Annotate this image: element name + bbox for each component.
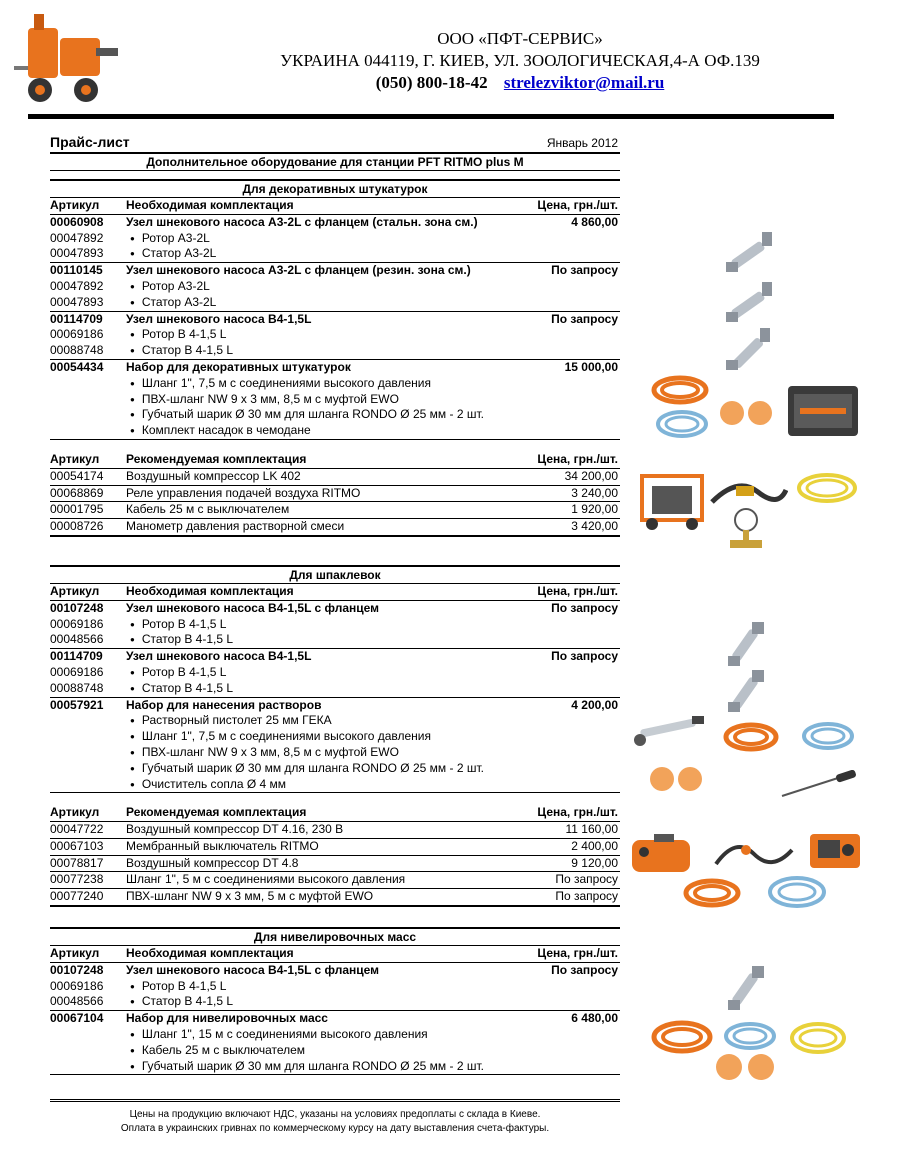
component-name: ● ПВХ-шланг NW 9 x 3 мм, 8,5 м с муфтой EWO [130, 745, 399, 762]
title-row [50, 130, 620, 152]
section-title: Для шпаклевок [50, 565, 620, 584]
cable-image [794, 470, 860, 506]
component-row [50, 486, 620, 503]
article-number: 00047893 [50, 294, 104, 309]
table-header-row [50, 946, 620, 963]
component-name: ● Шланг 1", 7,5 м с соединениями высокого давления [130, 729, 431, 746]
article-number: 00008726 [50, 519, 104, 534]
product-row [50, 1011, 620, 1027]
article-number: 00069186 [50, 327, 104, 342]
article-number: 00057921 [50, 697, 104, 712]
sponge-balls-image [714, 1052, 776, 1082]
footer-line-2: Оплата в украинских гривнах по коммерческому курсу на дату выставления счета-фактуры. [120, 1123, 550, 1134]
price: По запросу [551, 600, 618, 615]
product-row [50, 263, 620, 279]
article-number: 00068869 [50, 485, 104, 500]
article-number: 00110145 [50, 263, 103, 278]
price: По запросу [555, 872, 618, 887]
article-number: 00054174 [50, 468, 104, 483]
product-row [50, 360, 620, 376]
section [50, 565, 620, 907]
component-name: ● Губчатый шарик Ø 30 мм для шланга RONDO Ø 25 мм - 2 шт. [130, 1059, 484, 1076]
section-title: Для декоративных штукатурок [50, 179, 620, 198]
component-row [50, 729, 620, 745]
product-name: Воздушный компрессор LK 402 [126, 468, 301, 483]
component-name: ● Растворный пистолет 25 мм ГЕКА [130, 713, 332, 730]
product-name: Манометр давления растворной смеси [126, 519, 345, 534]
column-header-price: Цена, грн./шт. [537, 805, 618, 820]
product-name: Воздушный компрессор DT 4.8 [126, 855, 299, 870]
article-number: 00078817 [50, 855, 104, 870]
product-name: Набор для декоративных штукатурок [126, 359, 351, 374]
article-number: 00077240 [50, 889, 104, 904]
price: 4 860,00 [571, 214, 618, 229]
price: По запросу [551, 311, 618, 326]
product-name: Узел шнекового насоса В4-1,5L [126, 311, 312, 326]
screw-pump-image [722, 668, 772, 716]
price: 34 200,00 [564, 468, 618, 483]
article-number: 00001795 [50, 502, 104, 517]
contact-line [200, 72, 840, 94]
footer-note [50, 1099, 620, 1136]
section [50, 179, 620, 537]
component-row [50, 1027, 620, 1043]
price: 15 000,00 [564, 359, 618, 374]
company-name: ООО «ПФТ-СЕРВИС» [437, 29, 603, 48]
component-name: ● Статор В 4-1,5 L [130, 681, 233, 698]
screw-pump-image [722, 326, 782, 376]
company-address: УКРАИНА 044119, Г. КИЕВ, УЛ. ЗООЛОГИЧЕСКАЯ,4-А ОФ.139 [280, 51, 760, 70]
mortar-gun-image [630, 712, 710, 758]
blue-hose-image [722, 1018, 778, 1054]
component-row [50, 856, 620, 873]
component-row [50, 872, 620, 889]
product-row [50, 649, 620, 665]
component-name: ● Комплект насадок в чемодане [130, 423, 311, 440]
product-row [50, 215, 620, 231]
air-compressor-image [636, 468, 708, 532]
component-name: ● Губчатый шарик Ø 30 мм для шланга RONDO Ø 25 мм - 2 шт. [130, 761, 484, 778]
spacer [50, 440, 620, 452]
column-header-name: Необходимая комплектация [126, 946, 294, 961]
column-header-price: Цена, грн./шт. [537, 583, 618, 598]
email-link[interactable]: strelezviktor@mail.ru [503, 73, 665, 92]
article-number: 00088748 [50, 680, 104, 695]
product-row [50, 963, 620, 979]
product-row [50, 698, 620, 714]
component-name: ● Ротор А3-2L [130, 279, 210, 296]
column-header-name: Рекомендуемая комплектация [126, 805, 307, 820]
price-list-title: Прайс-лист [50, 134, 130, 150]
component-name: ● Статор В 4-1,5 L [130, 994, 233, 1011]
article-number: 00114709 [50, 649, 103, 664]
component-row [50, 1043, 620, 1059]
article-number: 00047892 [50, 278, 104, 293]
column-header-price: Цена, грн./шт. [537, 946, 618, 961]
column-header-article: Артикул [50, 451, 100, 466]
article-number: 00069186 [50, 664, 104, 679]
component-row [50, 246, 620, 263]
component-name: ● Шланг 1", 15 м с соединениями высокого давления [130, 1027, 428, 1044]
component-row [50, 423, 620, 440]
product-name: Воздушный компрессор DT 4.16, 230 В [126, 822, 344, 837]
component-name: ● Ротор В 4-1,5 L [130, 665, 226, 682]
article-number: 00047892 [50, 230, 104, 245]
product-name: Узел шнекового насоса В4-1,5L с фланцем [126, 600, 380, 615]
component-row [50, 979, 620, 995]
component-row [50, 777, 620, 794]
column-header-article: Артикул [50, 583, 100, 598]
article-number: 00067103 [50, 838, 104, 853]
component-name: ● Статор А3-2L [130, 295, 216, 312]
orange-hose-image [650, 1018, 714, 1056]
article-number: 00077238 [50, 872, 104, 887]
header-divider [28, 114, 834, 119]
orange-hose-image [650, 372, 710, 408]
screw-pump-image [722, 620, 772, 670]
blue-hose-image [800, 718, 856, 754]
membrane-switch-image [712, 830, 794, 876]
article-number: 00054434 [50, 359, 104, 374]
component-name: ● Ротор В 4-1,5 L [130, 979, 226, 996]
price: 11 160,00 [565, 822, 618, 837]
article-number: 00048566 [50, 632, 104, 647]
column-header-price: Цена, грн./шт. [537, 198, 618, 212]
column-header-name: Необходимая комплектация [126, 198, 294, 212]
component-name: ● Шланг 1", 7,5 м с соединениями высокого давления [130, 376, 431, 393]
column-header-price: Цена, грн./шт. [537, 451, 618, 466]
component-row [50, 632, 620, 649]
component-row [50, 295, 620, 312]
price: По запросу [551, 649, 618, 664]
component-row [50, 681, 620, 698]
price-list-subtitle: Дополнительное оборудование для станции PFT RITMO plus M [50, 152, 620, 171]
component-row [50, 392, 620, 408]
product-name: Мембранный выключатель RITMO [126, 838, 319, 853]
company-info [200, 28, 840, 94]
nozzle-case-image [786, 378, 860, 440]
section [50, 927, 620, 1075]
component-name: ● Кабель 25 м с выключателем [130, 1043, 305, 1060]
component-row [50, 839, 620, 856]
component-row [50, 713, 620, 729]
article-number: 00107248 [50, 600, 104, 615]
component-row [50, 761, 620, 777]
nozzle-cleaner-image [778, 770, 858, 800]
product-name: Узел шнекового насоса А3-2L с фланцем (стальн. зона см.) [126, 214, 478, 229]
price: По запросу [551, 263, 618, 278]
price: 1 920,00 [571, 502, 618, 517]
component-row [50, 407, 620, 423]
component-name: ● Ротор А3-2L [130, 231, 210, 248]
letterhead [0, 0, 900, 118]
component-name: ● Статор В 4-1,5 L [130, 343, 233, 360]
sponge-balls-image [718, 398, 774, 428]
price: 2 400,00 [571, 838, 618, 853]
product-row [50, 601, 620, 617]
article-number: 00047722 [50, 822, 104, 837]
component-row [50, 745, 620, 761]
article-number: 00047893 [50, 246, 104, 261]
product-name: Набор для нивелировочных масс [126, 1011, 328, 1026]
product-name: Кабель 25 м с выключателем [126, 502, 290, 517]
component-row [50, 231, 620, 247]
product-name: Набор для нанесения растворов [126, 697, 322, 712]
component-row [50, 519, 620, 537]
article-number: 00060908 [50, 214, 104, 229]
component-row [50, 469, 620, 486]
product-name: Реле управления подачей воздуха RITMO [126, 485, 361, 500]
screw-pump-image [722, 228, 782, 278]
component-row [50, 502, 620, 519]
orange-hose-image [722, 720, 780, 754]
component-name: ● Губчатый шарик Ø 30 мм для шланга RONDO Ø 25 мм - 2 шт. [130, 407, 484, 424]
component-row [50, 889, 620, 907]
price: 4 200,00 [571, 697, 618, 712]
footer-line-1: Цены на продукцию включают НДС, указаны на условиях предоплаты с склада в Киеве. [129, 1109, 541, 1120]
blue-hose-image [654, 406, 710, 442]
component-row [50, 1059, 620, 1076]
product-name: ПВХ-шланг NW 9 x 3 мм, 5 м с муфтой EWO [126, 889, 374, 904]
screw-pump-image [722, 278, 782, 328]
component-row [50, 994, 620, 1011]
article-number: 00114709 [50, 311, 103, 326]
component-name: ● Статор А3-2L [130, 246, 216, 263]
component-row [50, 327, 620, 343]
price: 3 420,00 [571, 519, 618, 534]
sponge-balls-image [648, 764, 704, 794]
price: По запросу [555, 889, 618, 904]
product-name: Узел шнекового насоса В4-1,5L с фланцем [126, 962, 380, 977]
article-number: 00069186 [50, 616, 104, 631]
component-row [50, 279, 620, 295]
table-header-row [50, 584, 620, 601]
price-list [50, 130, 620, 1075]
component-row [50, 376, 620, 392]
product-name: Узел шнекового насоса В4-1,5L [126, 649, 312, 664]
article-number: 00069186 [50, 978, 104, 993]
section-title: Для нивелировочных масс [50, 927, 620, 946]
blue-hose-image [766, 872, 828, 912]
product-name: Узел шнекового насоса А3-2L с фланцем (резин. зона см.) [126, 263, 471, 278]
product-name: Шланг 1", 5 м с соединениями высокого давления [126, 872, 406, 887]
column-header-name: Рекомендуемая комплектация [126, 451, 307, 466]
column-header-article: Артикул [50, 946, 100, 961]
pressure-gauge-image [726, 506, 766, 552]
price: 9 120,00 [571, 855, 618, 870]
product-row [50, 312, 620, 328]
component-row [50, 822, 620, 839]
screw-pump-image [722, 964, 774, 1014]
article-number: 00048566 [50, 994, 104, 1009]
table-header-row [50, 452, 620, 469]
air-compressor-image [804, 826, 866, 876]
component-row [50, 665, 620, 681]
cable-image [788, 1018, 848, 1058]
table-header-row [50, 198, 620, 215]
column-header-article: Артикул [50, 198, 100, 212]
article-number: 00067104 [50, 1011, 104, 1026]
component-name: ● Ротор В 4-1,5 L [130, 617, 226, 634]
component-row [50, 343, 620, 360]
component-name: ● Очиститель сопла Ø 4 мм [130, 777, 286, 794]
price-list-date: Январь 2012 [546, 136, 618, 150]
spacer [50, 793, 620, 805]
component-name: ● ПВХ-шланг NW 9 x 3 мм, 8,5 м с муфтой EWO [130, 392, 399, 409]
column-header-article: Артикул [50, 805, 100, 820]
column-header-name: Необходимая комплектация [126, 583, 294, 598]
plastering-machine-logo [10, 8, 122, 108]
component-row [50, 617, 620, 633]
article-number: 00088748 [50, 343, 104, 358]
component-name: ● Статор В 4-1,5 L [130, 632, 233, 649]
air-compressor-image [624, 830, 700, 882]
component-name: ● Ротор В 4-1,5 L [130, 327, 226, 344]
price: 3 240,00 [571, 485, 618, 500]
price: 6 480,00 [571, 1011, 618, 1026]
phone-number: (050) 800-18-42 [375, 73, 488, 92]
article-number: 00107248 [50, 962, 104, 977]
orange-hose-image [682, 876, 742, 910]
price: По запросу [551, 962, 618, 977]
table-header-row [50, 805, 620, 822]
